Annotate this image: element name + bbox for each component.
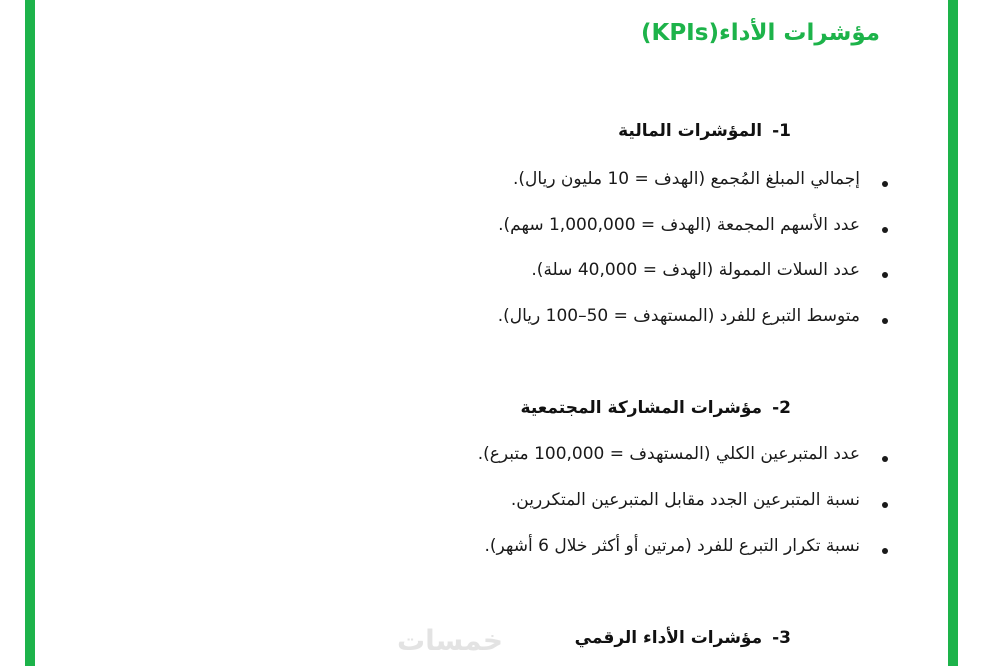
bullet-icon <box>882 502 888 508</box>
list-item: متوسط التبرع للفرد (المستهدف = 50–100 ريال). <box>497 306 860 326</box>
section-heading-community <box>521 398 791 418</box>
document-page <box>35 0 948 666</box>
watermark-logo: خمسات <box>397 624 504 657</box>
bullet-icon <box>882 318 888 324</box>
bullet-icon <box>882 272 888 278</box>
bullet-icon <box>882 181 888 187</box>
section-title: مؤشرات المشاركة المجتمعية <box>520 398 763 418</box>
list-item: إجمالي المبلغ المُجمع (الهدف = 10 مليون ريال). <box>513 169 860 189</box>
list-item: عدد السلات الممولة (الهدف = 40,000 سلة). <box>531 260 860 280</box>
document-title: مؤشرات الأداء(KPIs) <box>640 20 880 46</box>
section-heading-digital <box>575 628 791 648</box>
bullet-icon <box>882 227 888 233</box>
list-item: عدد المتبرعين الكلي (المستهدف = 100,000 متبرع). <box>477 444 860 464</box>
bullet-icon <box>882 456 888 462</box>
section-number: 1- <box>772 121 791 141</box>
section-number: 3- <box>772 628 791 648</box>
list-item: نسبة تكرار التبرع للفرد (مرتين أو أكثر خلال 6 أشهر). <box>484 536 860 556</box>
list-item: عدد الأسهم المجمعة (الهدف = 1,000,000 سهم). <box>498 215 860 235</box>
section-heading-financial <box>618 121 791 141</box>
section-number: 2- <box>772 398 791 418</box>
page-border-right <box>948 0 958 666</box>
section-title: مؤشرات الأداء الرقمي <box>574 628 763 648</box>
bullet-icon <box>882 548 888 554</box>
page-border-left <box>25 0 35 666</box>
section-title: المؤشرات المالية <box>618 121 763 141</box>
list-item: نسبة المتبرعين الجدد مقابل المتبرعين المتكررين. <box>510 490 860 510</box>
